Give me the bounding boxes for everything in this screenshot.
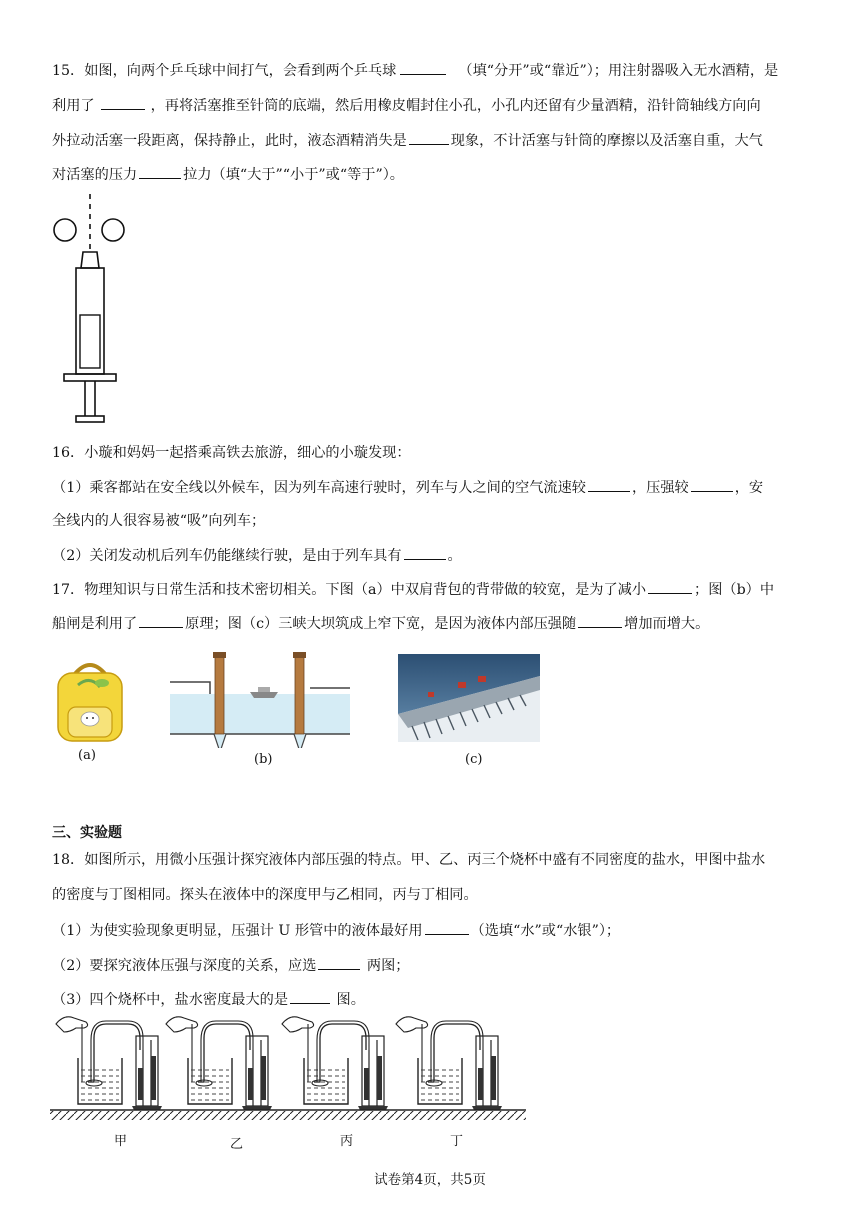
answer-blank — [101, 95, 145, 110]
answer-blank — [648, 579, 692, 594]
q18-line-1: 18．如图所示，用微小压强计探究液体内部压强的特点。甲、乙、丙三个烧杯中盛有不同密度的盐水，甲图中盐水 — [52, 852, 766, 868]
label-yi: 乙 — [230, 1137, 244, 1152]
q15-line-1: 15．如图，向两个乒乓球中间打气，会看到两个乒乓球 （填“分开”或“靠近”）；用注射器吸入无水酒精，是 — [52, 60, 778, 81]
answer-blank — [400, 60, 446, 75]
answer-blank — [290, 989, 330, 1004]
label-ding: 丁 — [450, 1134, 464, 1149]
syringe-flange — [64, 374, 116, 381]
q18-part-3: （3）四个烧杯中，盐水密度最大的是 图。 — [52, 989, 365, 1010]
syringe-nozzle — [81, 252, 99, 268]
q18-part-1: （1）为使实验现象更明显，压强计 U 形管中的液体最好用 （选填“水”或“水银”）； — [52, 920, 620, 941]
answer-blank — [409, 130, 449, 145]
answer-blank — [691, 477, 733, 492]
q15-line-3: 外拉动活塞一段距离，保持静止，此时，液态酒精消失是 现象，不计活塞与针筒的摩擦以及活塞自重，大气 — [52, 130, 763, 151]
answer-blank — [425, 920, 469, 935]
answer-blank — [318, 955, 360, 970]
syringe-plunger-end — [76, 416, 104, 422]
label-bing: 丙 — [340, 1134, 354, 1149]
ping-pong-ball-left — [54, 219, 76, 241]
page-footer: 试卷第4页，共5页 — [374, 1172, 486, 1188]
caption-c: (c) — [465, 752, 483, 767]
q18-part-2: （2）要探究液体压强与深度的关系，应选 两图； — [52, 955, 409, 976]
answer-blank — [588, 477, 630, 492]
q17-line-2: 船闸是利用了 原理；图（c）三峡大坝筑成上窄下宽，是因为液体内部压强随 增加而增大。 — [52, 613, 709, 634]
section-heading: 三、实验题 — [52, 825, 122, 841]
q15-line-2: 利用了 ，再将活塞推至针筒的底端，然后用橡皮帽封住小孔，小孔内还留有少量酒精，沿针筒轴线方向向 — [52, 95, 761, 116]
pressure-gauge-figure — [50, 1010, 540, 1130]
syringe-plunger-head — [80, 315, 100, 368]
q15-line-4: 对活塞的压力 拉力（填“大于”“小于”或“等于”）。 — [52, 164, 404, 185]
q18-line-2: 的密度与丁图相同。探头在液体中的深度甲与乙相同，丙与丁相同。 — [52, 887, 478, 903]
answer-blank — [404, 545, 446, 560]
ping-pong-ball-right — [102, 219, 124, 241]
ship-lock-diagram — [170, 648, 350, 748]
answer-blank — [578, 613, 622, 628]
caption-a: (a) — [78, 748, 96, 763]
caption-b: (b) — [254, 752, 273, 767]
backpack-image — [50, 655, 130, 745]
answer-blank — [139, 164, 181, 179]
syringe-figure — [50, 188, 130, 428]
label-jia: 甲 — [114, 1134, 128, 1149]
answer-blank — [139, 613, 183, 628]
q16-part-1: （1）乘客都站在安全线以外候车，因为列车高速行驶时，列车与人之间的空气流速较 ，压强较 ，安 — [52, 477, 763, 498]
dam-photo — [398, 654, 540, 742]
q16-part-2: （2）关闭发动机后列车仍能继续行驶，是由于列车具有 。 — [52, 545, 462, 566]
q17-line-1: 17．物理知识与日常生活和技术密切相关。下图（a）中双肩背包的背带做的较宽，是为了减小 ；图（b）中 — [52, 579, 774, 600]
q16-intro: 16．小璇和妈妈一起搭乘高铁去旅游，细心的小璇发现： — [52, 445, 411, 461]
q16-part-1-cont: 全线内的人很容易被“吸”向列车； — [52, 513, 266, 529]
